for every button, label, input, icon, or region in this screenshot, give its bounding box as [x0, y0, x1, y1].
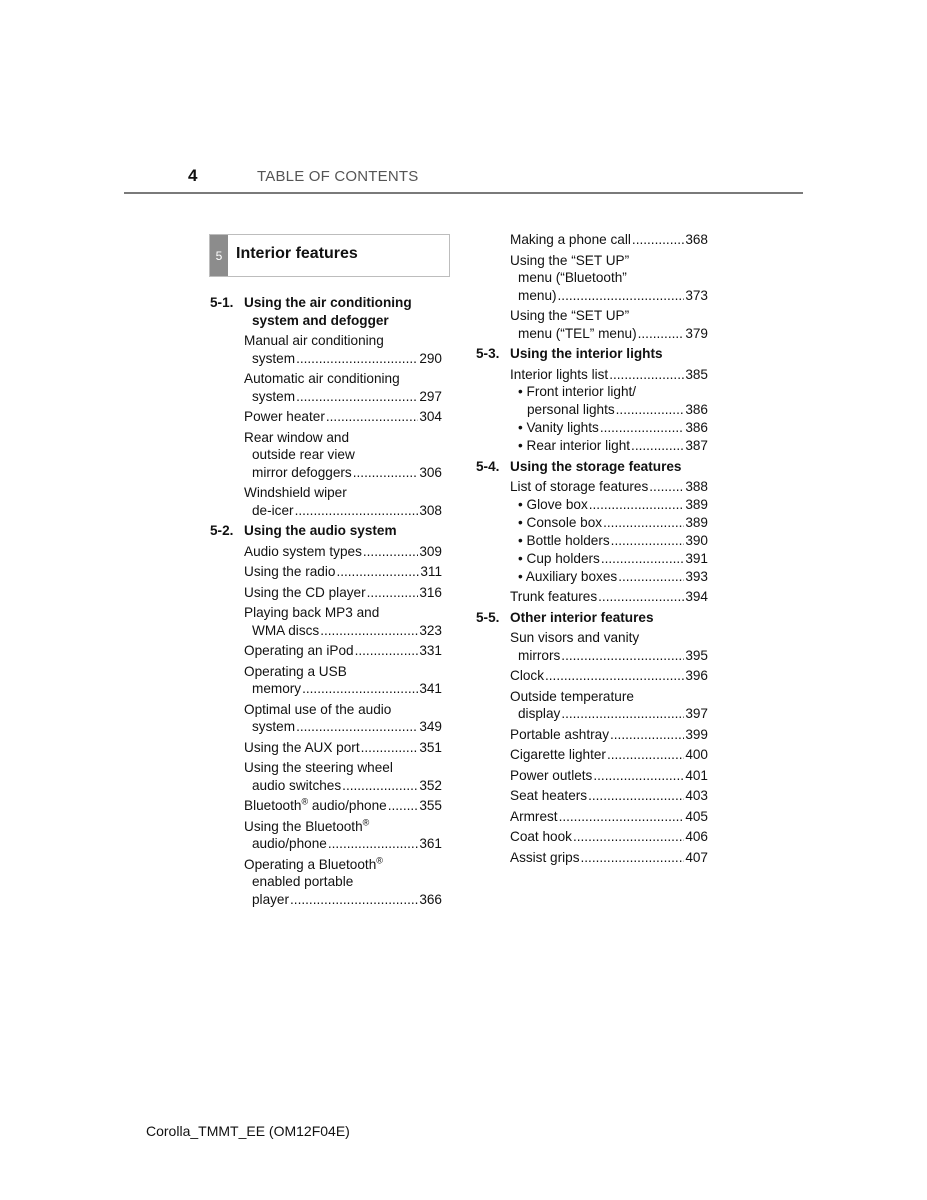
- entry-text: Sun visors and vanity: [510, 630, 640, 645]
- page-ref: 390: [685, 532, 708, 548]
- entry-text: Trunk features: [510, 589, 598, 604]
- page-ref: 403: [685, 788, 708, 803]
- registered-mark: ®: [301, 796, 309, 807]
- toc-entry[interactable]: [210, 543, 442, 561]
- page-ref: 391: [685, 550, 708, 566]
- toc-entry[interactable]: [476, 252, 708, 305]
- page-ref: 389: [685, 496, 708, 512]
- page-ref: 396: [685, 668, 708, 683]
- toc-entry[interactable]: [476, 726, 708, 744]
- page-ref: 386: [685, 402, 708, 417]
- entry-text: WMA discs: [252, 622, 320, 638]
- entry-text: Using the Bluetooth: [244, 818, 363, 834]
- entry-text: Cigarette lighter: [510, 747, 606, 762]
- page-ref: 306: [419, 464, 442, 480]
- entry-text: Using the steering wheel: [244, 760, 393, 775]
- toc-entry[interactable]: [210, 856, 442, 909]
- entry-text: menu (“Bluetooth”: [518, 270, 627, 285]
- entry-text: audio/phone: [252, 836, 327, 851]
- toc-entry[interactable]: [476, 828, 708, 846]
- page-ref: 400: [685, 747, 708, 762]
- toc-entry[interactable]: [210, 604, 442, 639]
- entry-text: Making a phone call: [510, 232, 631, 247]
- page-ref: 366: [419, 891, 442, 907]
- toc-entry[interactable]: [476, 478, 708, 585]
- toc-entry[interactable]: [210, 701, 442, 736]
- subsection-title: Other interior features: [510, 609, 654, 625]
- page-ref: 297: [419, 388, 442, 404]
- page-ref: 385: [685, 366, 708, 382]
- entry-text: Power outlets: [510, 767, 593, 783]
- page-ref: 401: [685, 767, 708, 783]
- toc-subsection-heading[interactable]: [476, 609, 708, 627]
- toc-subsection-heading[interactable]: [210, 522, 442, 540]
- entry-text: de-icer: [252, 502, 294, 518]
- toc-entry[interactable]: [210, 429, 442, 482]
- page-ref: 323: [419, 622, 442, 638]
- section-heading-box: [209, 234, 450, 277]
- page-ref: 379: [685, 325, 708, 341]
- entry-text: memory: [252, 681, 302, 696]
- entry-text: • Front interior light/: [518, 384, 637, 399]
- entry-text: • Rear interior light: [518, 438, 631, 453]
- page-ref: 393: [685, 568, 708, 584]
- page-number: 4: [188, 166, 198, 185]
- toc-entry[interactable]: [210, 818, 442, 853]
- entry-text: Power heater: [244, 409, 325, 424]
- entry-text: Assist grips: [510, 849, 580, 865]
- page-ref: 316: [419, 584, 442, 600]
- entry-text: Using the CD player: [244, 584, 366, 600]
- entry-text: Using the radio: [244, 564, 336, 579]
- toc-subsection-heading[interactable]: [210, 294, 442, 329]
- entry-text: Coat hook: [510, 829, 572, 844]
- entry-text: • Bottle holders: [518, 532, 610, 548]
- entry-text: • Console box: [518, 514, 603, 530]
- entry-text: Using the “SET UP”: [510, 308, 630, 323]
- toc-entry[interactable]: [476, 849, 708, 867]
- entry-text: Rear window and: [244, 429, 350, 445]
- entry-text: • Glove box: [518, 496, 588, 512]
- page-ref: 351: [419, 739, 442, 755]
- entry-text: menu (“TEL” menu): [518, 325, 637, 341]
- page-ref: 399: [685, 726, 708, 742]
- subsection-number: 5-2.: [210, 523, 234, 538]
- page-ref: 309: [419, 543, 442, 559]
- subsection-title: Using the audio system: [244, 523, 397, 538]
- entry-text: Playing back MP3 and: [244, 605, 380, 620]
- toc-entry[interactable]: [210, 759, 442, 794]
- entry-text: player: [252, 891, 290, 907]
- entry-text: Operating a USB: [244, 663, 347, 679]
- toc-entry[interactable]: [210, 663, 442, 698]
- toc-entry[interactable]: [476, 667, 708, 685]
- entry-text: audio/phone: [308, 798, 387, 813]
- entry-text: • Cup holders: [518, 550, 600, 566]
- toc-subsection-heading[interactable]: [476, 345, 708, 363]
- toc-entry[interactable]: [476, 366, 708, 455]
- page-ref: 373: [685, 287, 708, 303]
- entry-text: Bluetooth: [244, 798, 302, 813]
- subsection-number: 5-3.: [476, 346, 500, 361]
- entry-text: Clock: [510, 668, 544, 683]
- page-ref: 341: [419, 681, 442, 696]
- entry-text: personal lights: [527, 402, 615, 417]
- entry-text: Windshield wiper: [244, 485, 347, 500]
- subsection-title: Using the air conditioning: [244, 295, 412, 310]
- toc-entry[interactable]: [476, 787, 708, 805]
- toc-column-right: [476, 231, 708, 869]
- toc-entry[interactable]: [476, 231, 708, 249]
- page-ref: 386: [685, 420, 708, 435]
- entry-text: Automatic air conditioning: [244, 371, 400, 386]
- toc-entry[interactable]: [476, 588, 708, 606]
- registered-mark: ®: [362, 816, 370, 827]
- entry-text: audio switches: [252, 777, 342, 793]
- running-header: TABLE OF CONTENTS: [257, 168, 419, 185]
- entry-text: Operating an iPod: [244, 643, 354, 658]
- entry-text: Using the AUX port: [244, 739, 360, 755]
- registered-mark: ®: [376, 854, 383, 865]
- entry-text: system: [252, 388, 296, 404]
- toc-entry[interactable]: [210, 739, 442, 757]
- entry-text: List of storage features: [510, 479, 649, 494]
- header-divider: [124, 192, 803, 194]
- page-ref: 304: [419, 409, 442, 424]
- toc-entry[interactable]: [210, 408, 442, 426]
- page-ref: 368: [685, 232, 708, 247]
- entry-text: Audio system types: [244, 543, 362, 559]
- entry-text: • Auxiliary boxes: [518, 568, 618, 584]
- toc-entry[interactable]: [476, 629, 708, 664]
- entry-text: Operating a Bluetooth: [244, 856, 377, 872]
- toc-entry[interactable]: [210, 370, 442, 405]
- toc-entry[interactable]: [210, 332, 442, 367]
- toc-column-left: [210, 294, 442, 911]
- subsection-number: 5-5.: [476, 609, 500, 625]
- toc-entry[interactable]: [476, 307, 708, 342]
- section-title: Interior features: [236, 245, 358, 262]
- document-footer: Corolla_TMMT_EE (OM12F04E): [146, 1123, 350, 1139]
- section-number-tab: 5: [210, 235, 228, 276]
- page-ref: 406: [685, 829, 708, 844]
- page-ref: 349: [419, 719, 442, 734]
- entry-text: mirrors: [518, 647, 561, 663]
- entry-text: outside rear view: [252, 447, 355, 462]
- subsection-title: Using the storage features: [510, 458, 682, 474]
- toc-entry[interactable]: [476, 808, 708, 826]
- page-ref: 311: [420, 564, 442, 579]
- page-ref: 388: [685, 479, 708, 494]
- entry-text: system: [252, 719, 296, 734]
- toc-entry[interactable]: [210, 584, 442, 602]
- page-ref: 407: [685, 849, 708, 865]
- entry-text: enabled portable: [252, 874, 354, 889]
- entry-text: Using the “SET UP”: [510, 252, 630, 268]
- page-ref: 352: [419, 777, 442, 793]
- entry-text: Optimal use of the audio: [244, 701, 392, 717]
- toc-entry[interactable]: [210, 642, 442, 660]
- subsection-title-cont: system and defogger: [252, 312, 389, 328]
- entry-text: Manual air conditioning: [244, 333, 384, 348]
- subsection-number: 5-1.: [210, 295, 234, 310]
- page-ref: 308: [419, 502, 442, 518]
- entry-text: Interior lights list: [510, 366, 609, 382]
- entry-text: Outside temperature: [510, 688, 634, 704]
- page-ref: 394: [685, 589, 708, 604]
- entry-text: • Vanity lights: [518, 420, 599, 435]
- page-ref: 290: [419, 350, 442, 366]
- toc-entry[interactable]: [210, 797, 442, 815]
- page-ref: 355: [419, 798, 442, 813]
- page-ref: 361: [419, 836, 442, 851]
- toc-entry[interactable]: [476, 767, 708, 785]
- entry-text: mirror defoggers: [252, 464, 352, 480]
- toc-subsection-heading[interactable]: [476, 458, 708, 476]
- page-ref: 397: [685, 706, 708, 721]
- page-ref: 389: [685, 514, 708, 530]
- page-ref: 387: [685, 438, 708, 453]
- entry-text: Armrest: [510, 808, 558, 824]
- page-ref: 405: [685, 808, 708, 824]
- toc-entry[interactable]: [476, 746, 708, 764]
- entry-text: menu): [518, 287, 557, 303]
- toc-entry[interactable]: [210, 484, 442, 519]
- entry-text: Portable ashtray: [510, 726, 609, 742]
- toc-entry[interactable]: [476, 688, 708, 723]
- subsection-title: Using the interior lights: [510, 346, 663, 361]
- page-ref: 395: [685, 647, 708, 663]
- page-ref: 331: [419, 643, 442, 658]
- toc-entry[interactable]: [210, 563, 442, 581]
- entry-text: Seat heaters: [510, 788, 588, 803]
- entry-text: system: [252, 350, 296, 366]
- entry-text: display: [518, 706, 561, 721]
- subsection-number: 5-4.: [476, 458, 500, 474]
